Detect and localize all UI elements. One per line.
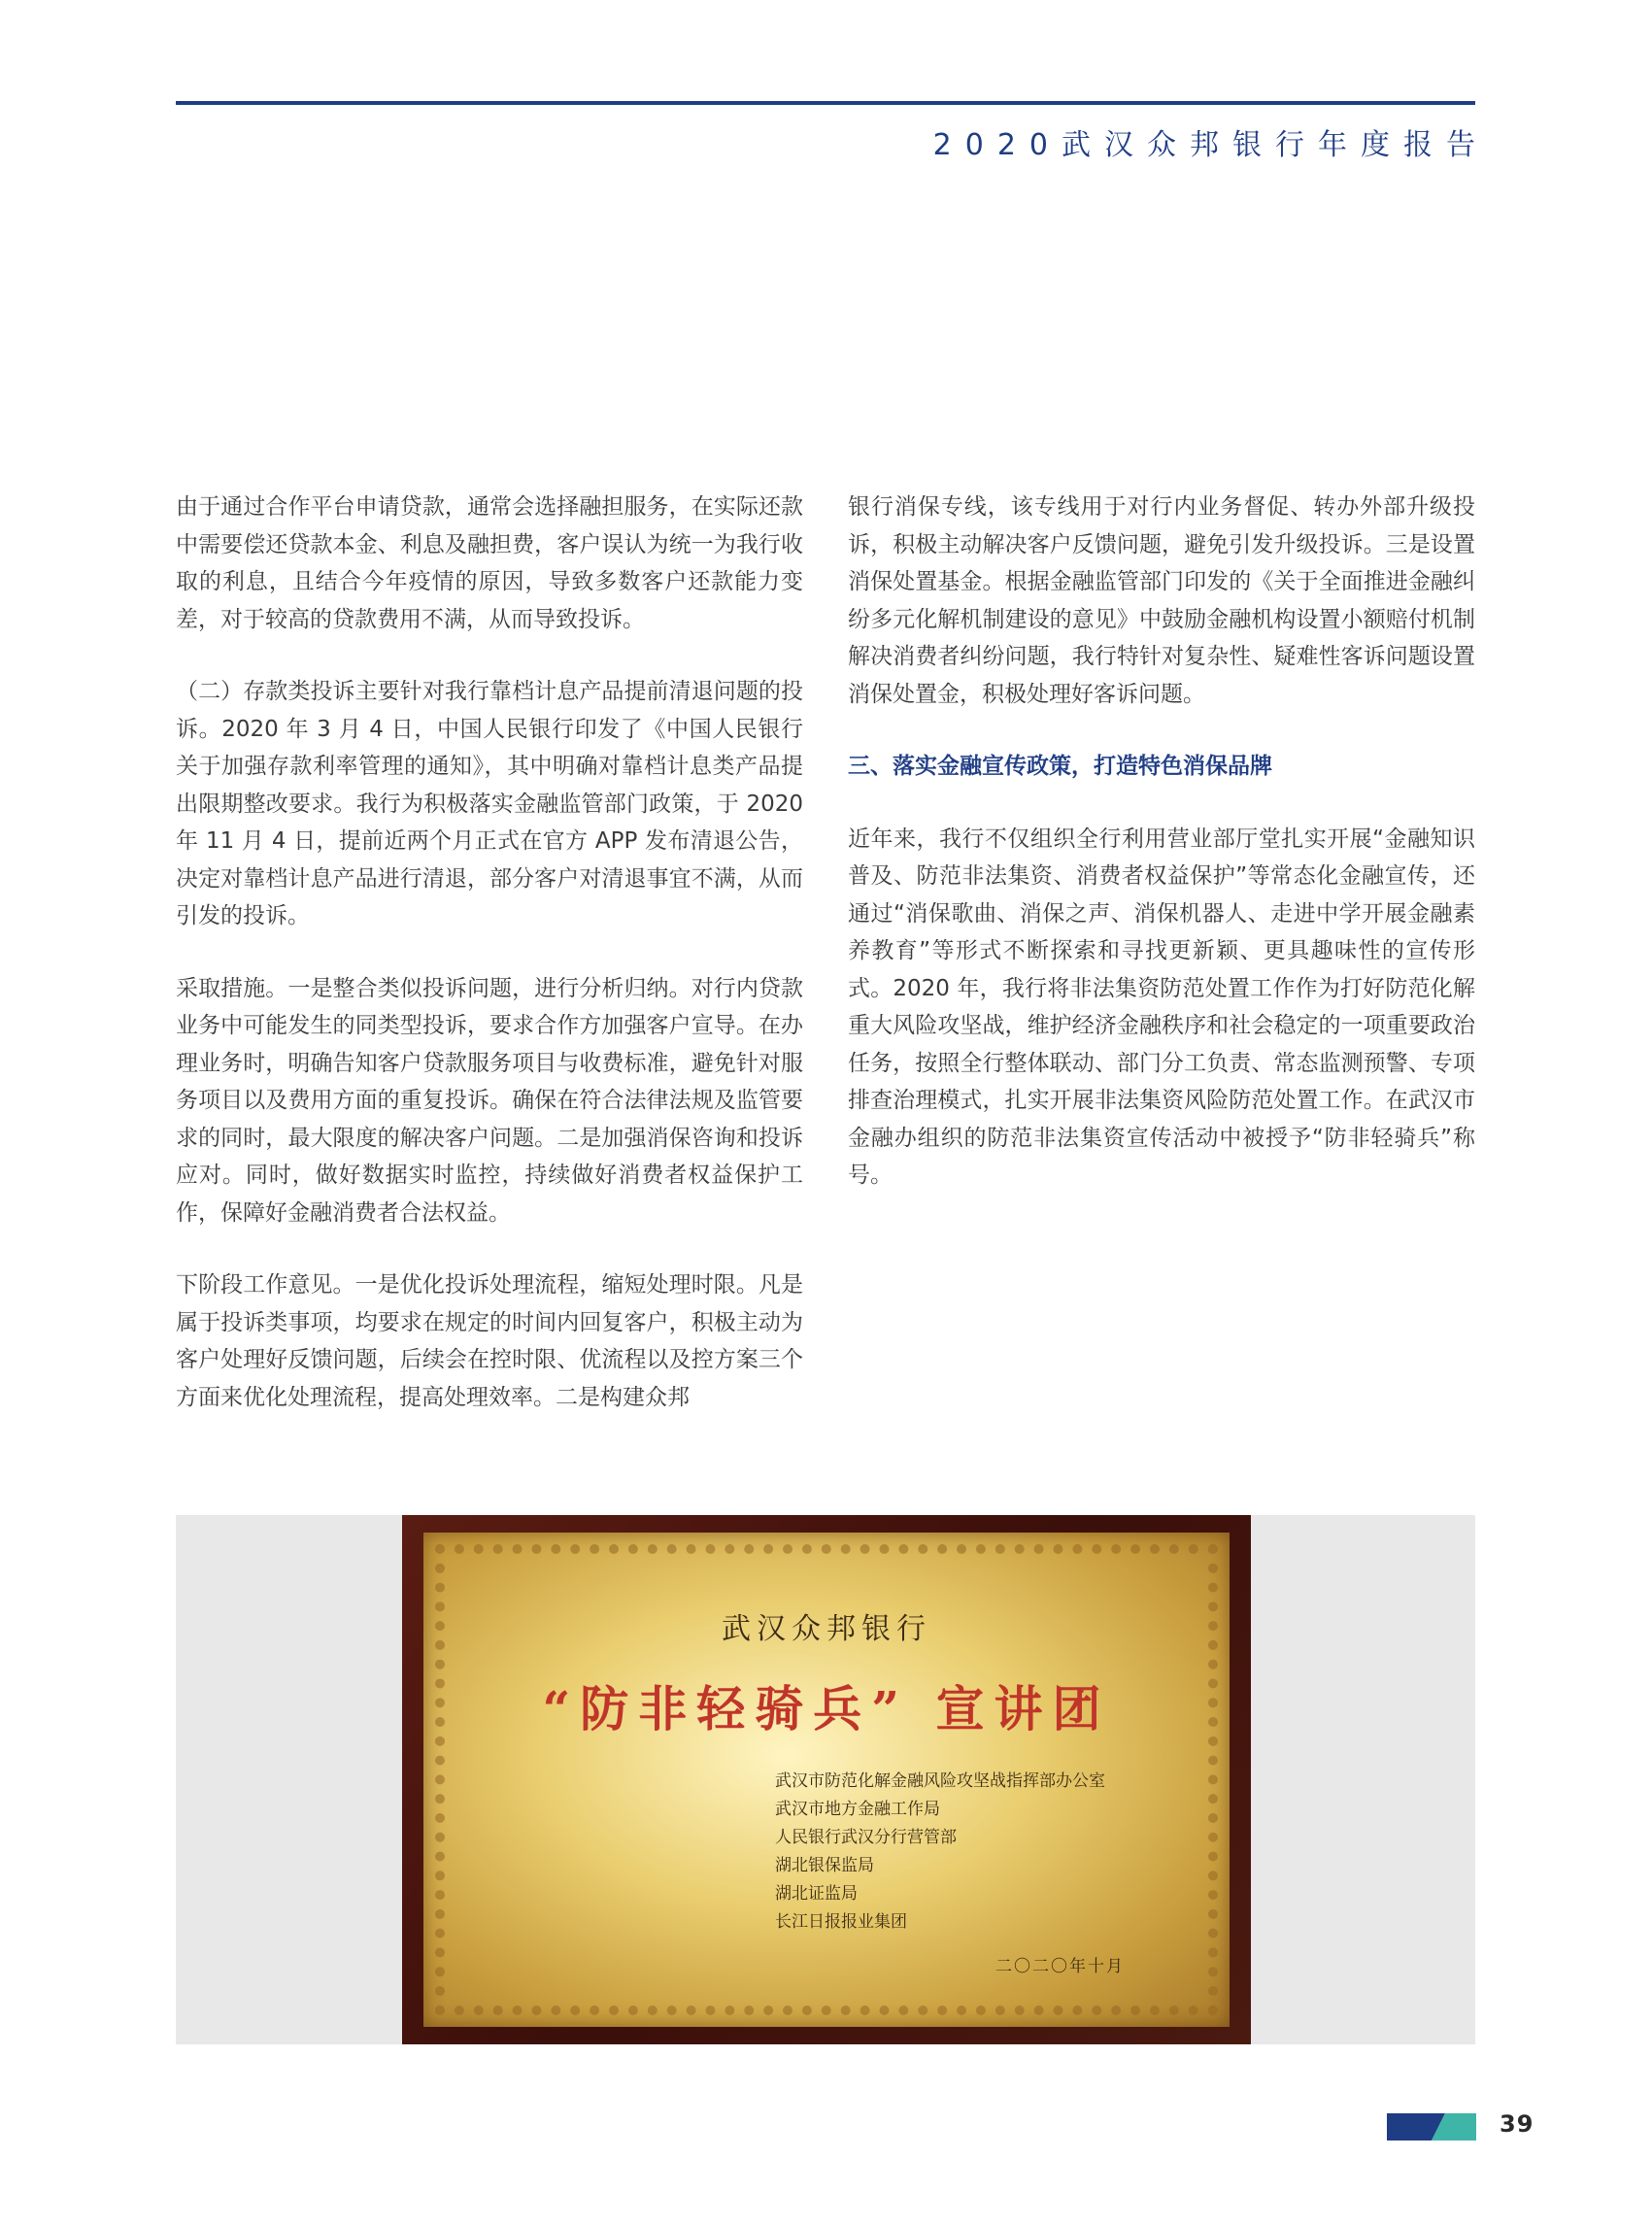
- plaque-issuer: 长江日报报业集团: [775, 1912, 907, 1932]
- plaque-issuer: 武汉市防范化解金融风险攻坚战指挥部办公室: [775, 1771, 1105, 1791]
- paragraph: 银行消保专线，该专线用于对行内业务督促、转办外部升级投诉，积极主动解决客户反馈问题，避免引发升级投诉。三是设置消保处置基金。根据金融监管部门印发的《关于全面推进金融纠纷多元化解机制建设的意见》中鼓励金融机构设置小额赔付机制解决消费者纠纷问题，我行特针对复杂性、疑难性客诉问题设置消保处置金，积极处理好客诉问题。: [848, 494, 1475, 707]
- header-rule: [176, 101, 1475, 105]
- plaque-date: 二〇二〇年十月: [995, 1957, 1125, 1976]
- section-heading: 三、落实金融宣传政策，打造特色消保品牌: [848, 754, 1272, 779]
- footer-accent-bar: [1387, 2113, 1476, 2141]
- plaque-honor-title: “防非轻骑兵” 宣讲团: [542, 1680, 1111, 1737]
- paragraph: 下阶段工作意见。一是优化投诉处理流程，缩短处理时限。凡是属于投诉类事项，均要求在规定的时间内回复客户，积极主动为客户处理好反馈问题，后续会在控时限、优流程以及控方案三个方面来优化处理流程，提高处理效率。二是构建众邦: [176, 1272, 803, 1410]
- paragraph: （二）存款类投诉主要针对我行靠档计息产品提前清退问题的投诉。2020 年 3 月 4 日，中国人民银行印发了《中国人民银行关于加强存款利率管理的通知》，其中明确对靠档计息类产品提出限期整改要求。我行为积极落实金融监管部门政策，于 2020 年 11 月 4 日，提前近两个月正式在官方 APP 发布清退公告，决定对靠档计息产品进行清退，部分客户对清退事宜不满，从而引发的投诉。: [176, 679, 803, 928]
- paragraph: 由于通过合作平台申请贷款，通常会选择融担服务，在实际还款中需要偿还贷款本金、利息及融担费，客户误认为统一为我行收取的利息，且结合今年疫情的原因，导致多数客户还款能力变差，对于较高的贷款费用不满，从而导致投诉。: [176, 494, 803, 632]
- plaque-issuer: 武汉市地方金融工作局: [775, 1800, 940, 1819]
- plaque-issuer: 湖北证监局: [775, 1884, 858, 1904]
- plaque-content: [455, 1564, 1198, 1996]
- plaque-photo: [402, 1515, 1251, 2044]
- left-column: [176, 489, 803, 1451]
- plaque-issuer-list: [775, 1768, 1105, 1937]
- page-number: 39: [1500, 2110, 1534, 2138]
- plaque-issuer: 湖北银保监局: [775, 1856, 874, 1875]
- paragraph: 采取措施。一是整合类似投诉问题，进行分析归纳。对行内贷款业务中可能发生的同类型投诉，要求合作方加强客户宣导。在办理业务时，明确告知客户贷款服务项目与收费标准，避免针对服务项目以及费用方面的重复投诉。确保在符合法律法规及监管要求的同时，最大限度的解决客户问题。二是加强消保咨询和投诉应对。同时，做好数据实时监控，持续做好消费者权益保护工作，保障好金融消费者合法权益。: [176, 975, 803, 1226]
- paragraph: 近年来，我行不仅组织全行利用营业部厅堂扎实开展“金融知识普及、防范非法集资、消费者权益保护”等常态化金融宣传，还通过“消保歌曲、消保之声、消保机器人、走进中学开展金融素养教育”等形式不断探索和寻找更新颖、更具趣味性的宣传形式。2020 年，我行将非法集资防范处置工作作为打好防范化解重大风险攻坚战，维护经济金融秩序和社会稳定的一项重要政治任务，按照全行整体联动、部门分工负责、常态监测预警、专项排查治理模式，扎实开展非法集资风险防范处置工作。在武汉市金融办组织的防范非法集资宣传活动中被授予“防非轻骑兵”称号。: [848, 826, 1475, 1188]
- plaque-issuer: 人民银行武汉分行营管部: [775, 1828, 957, 1847]
- right-column: [848, 489, 1475, 1230]
- plaque-bank-name: 武汉众邦银行: [722, 1612, 931, 1646]
- report-title: 2020武汉众邦银行年度报告: [932, 128, 1489, 162]
